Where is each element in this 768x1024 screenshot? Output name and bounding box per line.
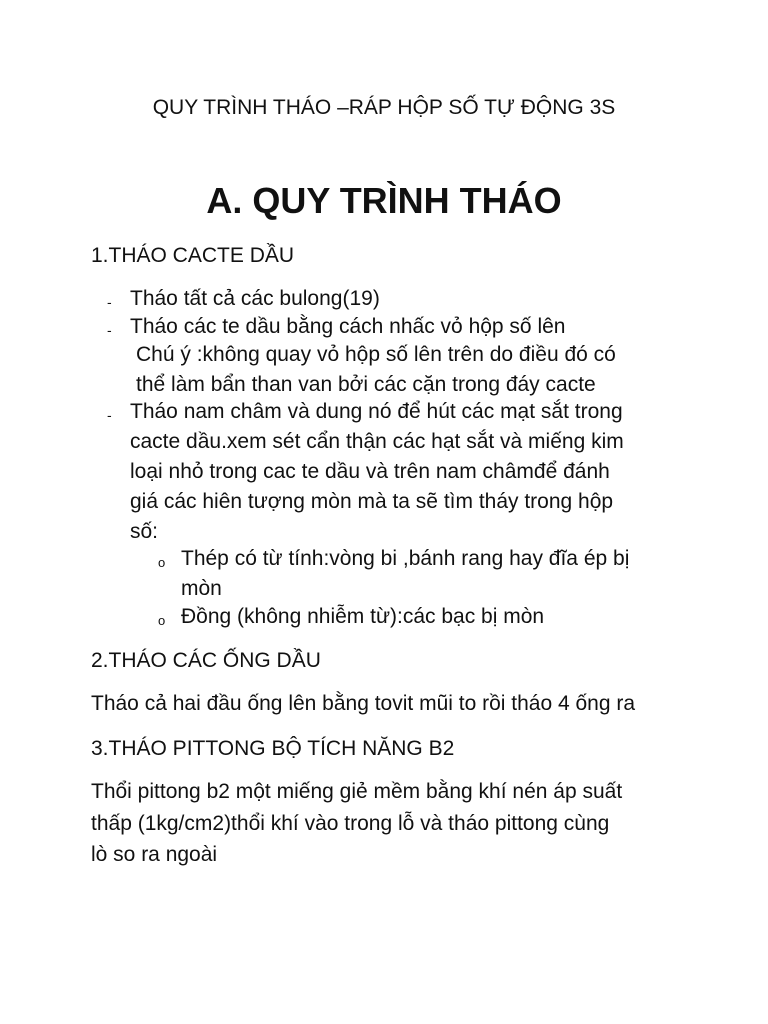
sub-bullet-line: Đồng (không nhiễm từ):các bạc bị mòn [181, 605, 545, 628]
sub-bullet-marker: o [158, 613, 166, 628]
bullet-marker: - [107, 322, 112, 338]
bullet-line: giá các hiên tượng mòn mà ta sẽ tìm tháy trong hộp [130, 490, 614, 513]
section-heading-2: 2.THÁO CÁC ỐNG DẦU [91, 649, 321, 672]
bullet-line: Tháo nam châm và dung nó để hút các mạt sắt trong [130, 400, 623, 423]
note-line: Chú ý :không quay vỏ hộp số lên trên do điều đó có [136, 343, 616, 366]
bullet-marker: - [107, 294, 112, 310]
bullet-line: cacte dầu.xem sét cẩn thận các hạt sắt và miếng kim [130, 430, 624, 453]
sub-bullet-line: Thép có từ tính:vòng bi ,bánh rang hay đĩa ép bị [181, 547, 630, 570]
section-heading-1: 1.THÁO CACTE DẦU [91, 244, 295, 267]
bullet-line: loại nhỏ trong cac te dầu và trên nam châmđể đánh [130, 460, 610, 483]
bullet-line: Tháo tất cả các bulong(19) [130, 287, 380, 310]
note-line: thể làm bẩn than van bởi các cặn trong đáy cacte [136, 373, 596, 396]
paragraph-line: lò so ra ngoài [91, 843, 218, 866]
paragraph-line: thấp (1kg/cm2)thổi khí vào trong lỗ và tháo pittong cùng [91, 812, 610, 835]
bullet-line: Tháo các te dầu bằng cách nhấc vỏ hộp số lên [130, 315, 566, 338]
sub-bullet-line: mòn [181, 577, 222, 600]
document-title: QUY TRÌNH THÁO –RÁP HỘP SỐ TỰ ĐỘNG 3S [152, 96, 616, 119]
paragraph-line: Tháo cả hai đầu ống lên bằng tovit mũi to rồi tháo 4 ống ra [91, 692, 636, 715]
bullet-marker: - [107, 407, 112, 423]
main-heading: A. QUY TRÌNH THÁO [206, 180, 562, 221]
paragraph-line: Thổi pittong b2 một miếng giẻ mềm bằng khí nén áp suất [91, 780, 623, 803]
section-heading-3: 3.THÁO PITTONG BỘ TÍCH NĂNG B2 [91, 737, 455, 760]
sub-bullet-marker: o [158, 555, 166, 570]
bullet-line: số: [130, 520, 159, 543]
